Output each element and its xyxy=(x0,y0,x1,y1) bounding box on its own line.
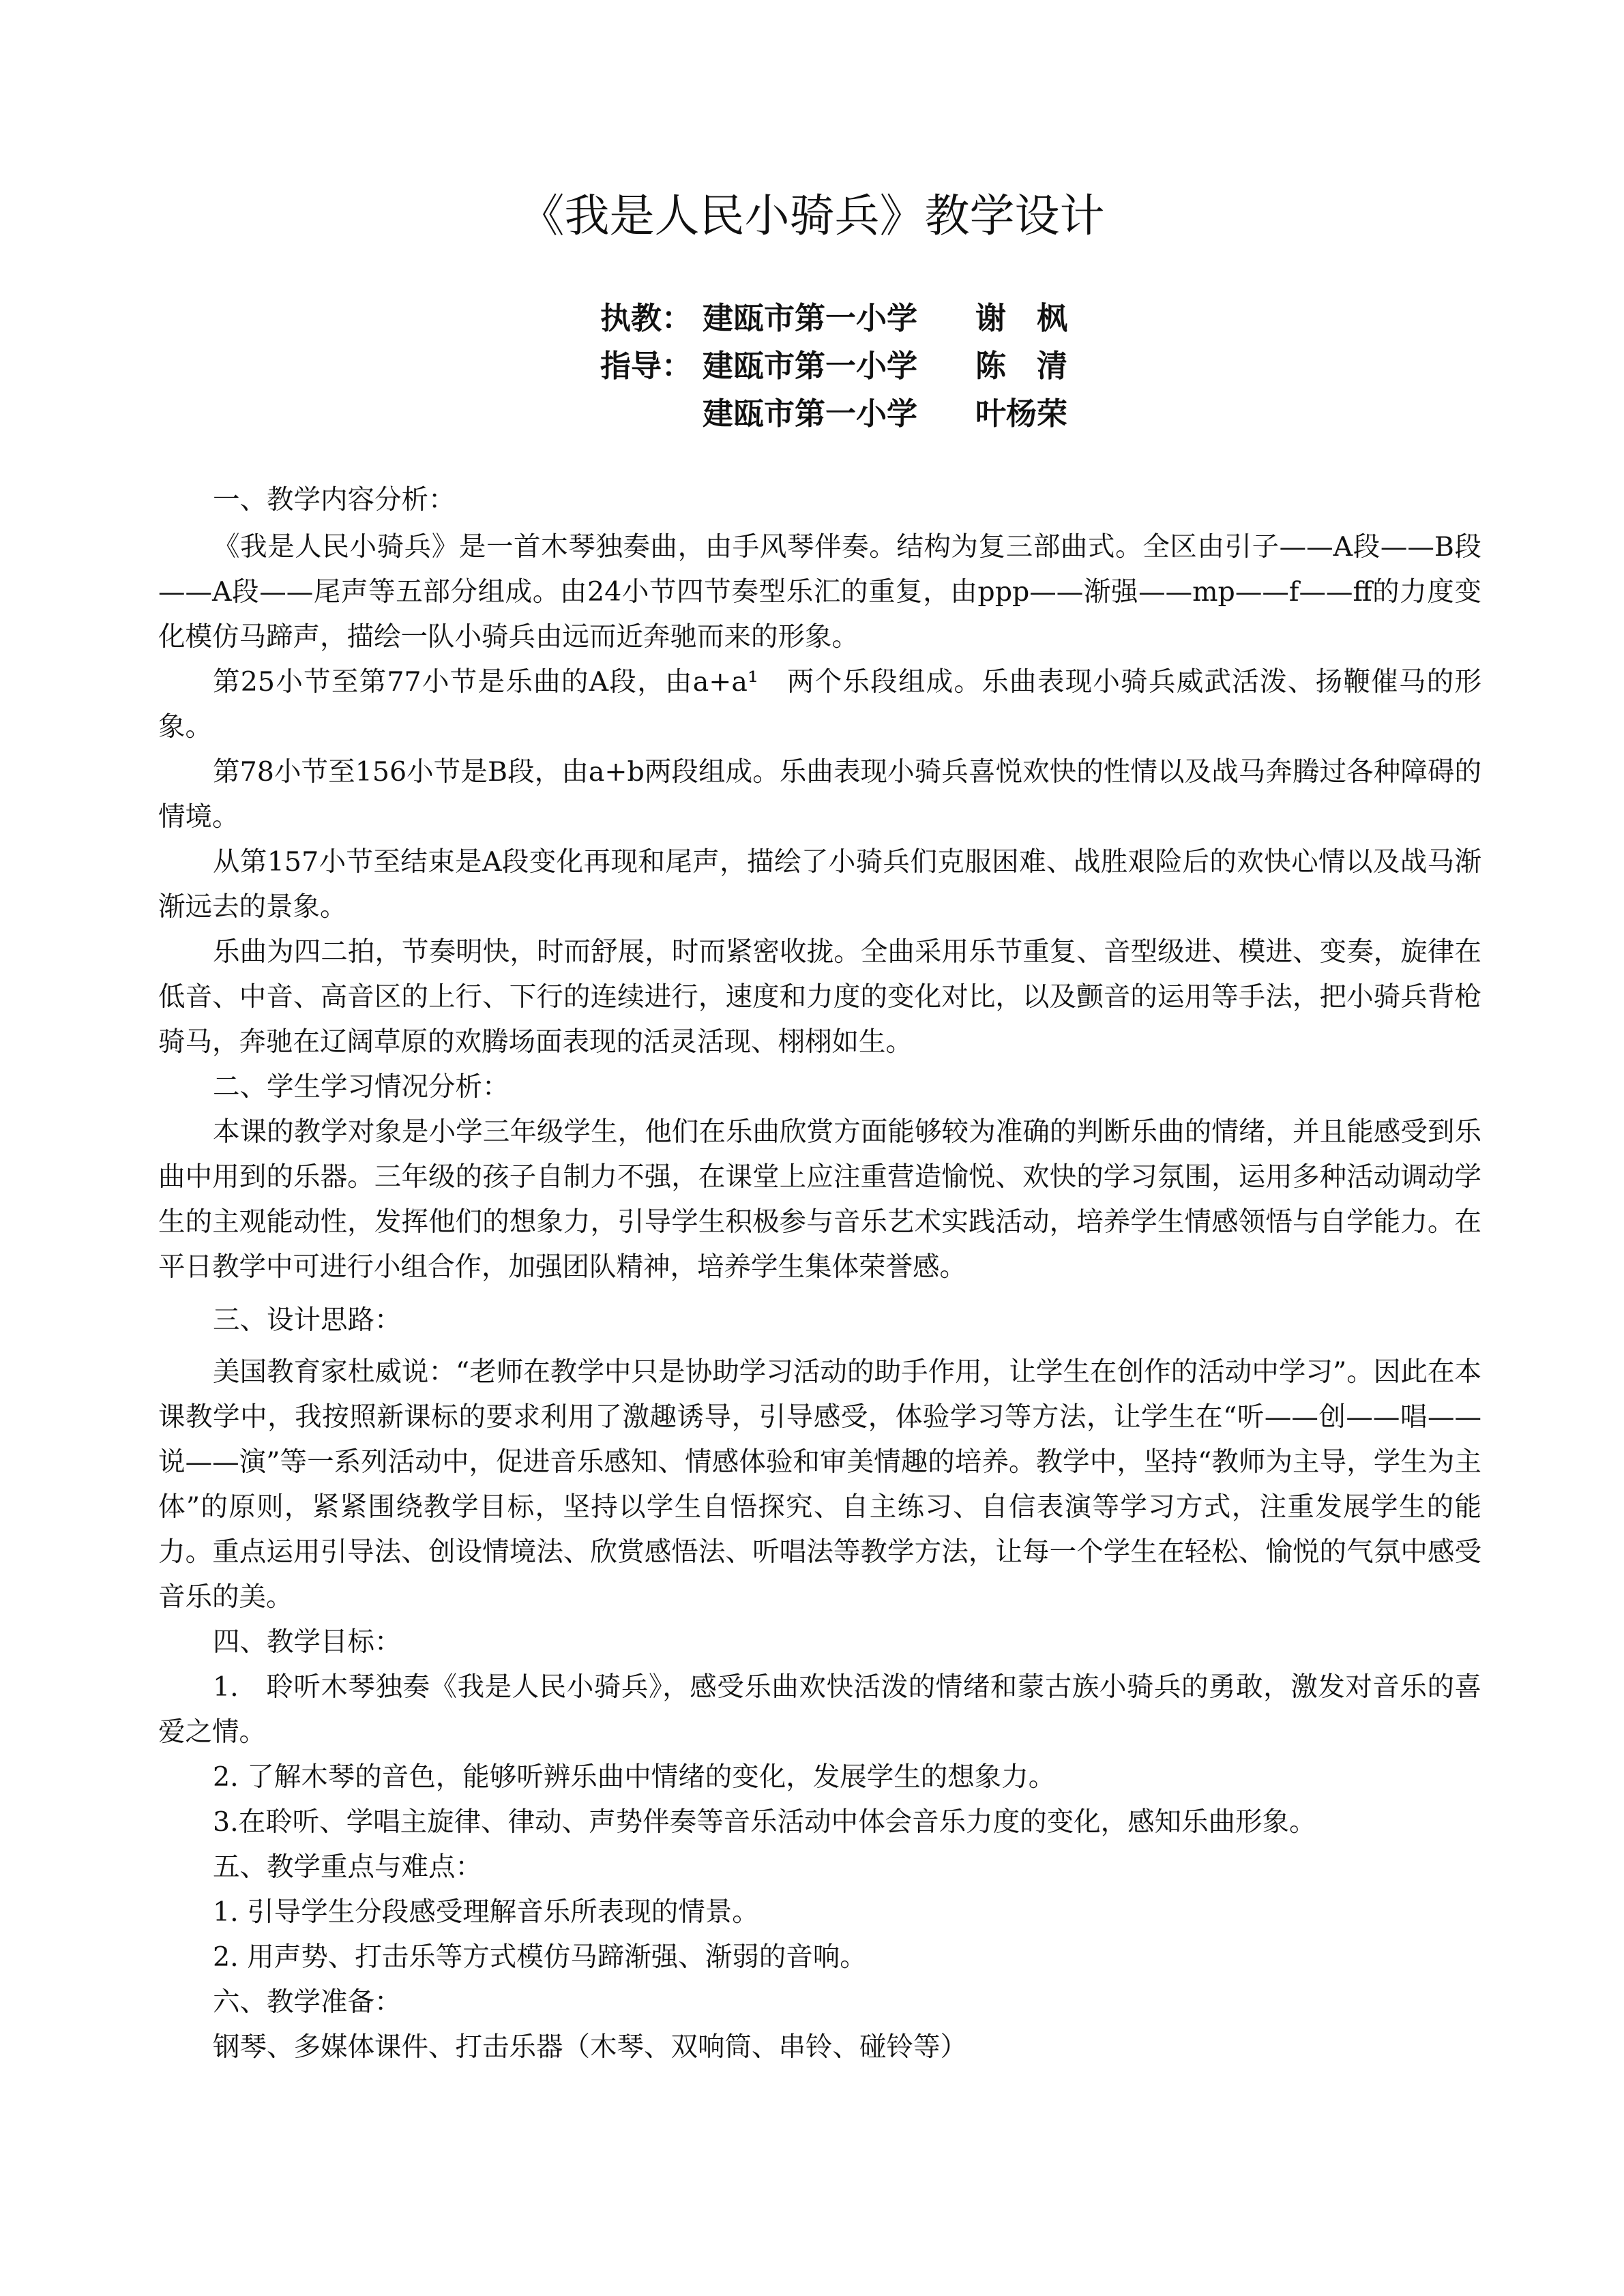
section-heading-key-points: 五、教学重点与难点： xyxy=(213,1851,482,1883)
paragraph: 第78小节至156小节是B段，由a+b两段组成。乐曲表现小骑兵喜悦欢快的性情以及战马奔腾过各种障碍的情境。 xyxy=(158,756,1481,833)
credit-school: 建瓯市第一小学 xyxy=(703,348,918,384)
document-body xyxy=(158,477,1481,2070)
list-item: 3.在聆听、学唱主旋律、律动、声势伴奏等音乐活动中体会音乐力度的变化，感知乐曲形象。 xyxy=(213,1806,1316,1838)
paragraph: 第25小节至第77小节是乐曲的A段，由a+a¹ 两个乐段组成。乐曲表现小骑兵威武活泼、扬鞭催马的形象。 xyxy=(158,666,1481,743)
credit-name: 谢 枫 xyxy=(975,300,1068,336)
section-heading-objectives: 四、教学目标： xyxy=(213,1626,402,1658)
paragraph: 美国教育家杜威说：“老师在教学中只是协助学习活动的助手作用，让学生在创作的活动中学习”。因此在本课教学中，我按照新课标的要求利用了激趣诱导，引导感受，体验学习等方法，让学生在“听——创——唱——说——演”等一系列活动中，促进音乐感知、情感体验和审美情趣的培养。教学中，坚持“教师为主导，学生为主体”的原则，紧紧围绕教学目标，坚持以学生自悟探究、自主练习、自信表演等学习方式，注重发展学生的能力。重点运用引导法、创设情境法、欣赏感悟法、听唱法等教学方法，让每一个学生在轻松、愉悦的气氛中感受音乐的美。 xyxy=(158,1356,1481,1613)
section-heading-student-analysis: 二、学生学习情况分析： xyxy=(213,1071,510,1103)
paragraph: 《我是人民小骑兵》是一首木琴独奏曲，由手风琴伴奏。结构为复三部曲式。全区由引子——A段——B段——A段——尾声等五部分组成。由24小节四节奏型乐汇的重复，由ppp——渐强——mp——f——ff的力度变化模仿马蹄声，描绘一队小骑兵由远而近奔驰而来的形象。 xyxy=(158,531,1481,653)
paragraph: 本课的教学对象是小学三年级学生，他们在乐曲欣赏方面能够较为准确的判断乐曲的情绪，并且能感受到乐曲中用到的乐器。三年级的孩子自制力不强，在课堂上应注重营造愉悦、欢快的学习氛围，运用多种活动调动学生的主观能动性，发挥他们的想象力，引导学生积极参与音乐艺术实践活动，培养学生情感领悟与自学能力。在平日教学中可进行小组合作，加强团队精神，培养学生集体荣誉感。 xyxy=(158,1116,1481,1283)
list-item: 1. 引导学生分段感受理解音乐所表现的情景。 xyxy=(213,1896,759,1928)
credit-name: 叶杨荣 xyxy=(975,396,1068,432)
credit-school: 建瓯市第一小学 xyxy=(703,396,918,432)
list-item: 2. 用声势、打击乐等方式模仿马蹄渐强、渐弱的音响。 xyxy=(213,1941,867,1973)
section-heading-design-ideas: 三、设计思路： xyxy=(213,1304,402,1336)
section-heading-preparation: 六、教学准备： xyxy=(213,1986,402,2018)
paragraph: 从第157小节至结束是A段变化再现和尾声，描绘了小骑兵们克服困难、战胜艰险后的欢快心情以及战马渐渐远去的景象。 xyxy=(158,846,1481,923)
paragraph: 乐曲为四二拍，节奏明快，时而舒展，时而紧密收拢。全曲采用乐节重复、音型级进、模进、变奏，旋律在低音、中音、高音区的上行、下行的连续进行，速度和力度的变化对比，以及颤音的运用等手法，把小骑兵背枪骑马，奔驰在辽阔草原的欢腾场面表现的活灵活现、栩栩如生。 xyxy=(158,936,1481,1058)
list-item: 1. 聆听木琴独奏《我是人民小骑兵》，感受乐曲欢快活泼的情绪和蒙古族小骑兵的勇敢，激发对音乐的喜爱之情。 xyxy=(158,1671,1481,1748)
credit-school: 建瓯市第一小学 xyxy=(703,300,918,336)
document-title: 《我是人民小骑兵》教学设计 xyxy=(519,190,1105,242)
list-item: 2. 了解木琴的音色，能够听辨乐曲中情绪的变化，发展学生的想象力。 xyxy=(213,1761,1056,1793)
credit-role: 执教： xyxy=(600,300,693,336)
paragraph: 钢琴、多媒体课件、打击乐器（木琴、双响筒、串铃、碰铃等） xyxy=(213,2031,967,2063)
credit-name: 陈 清 xyxy=(975,348,1068,384)
credit-role: 指导： xyxy=(600,348,693,384)
section-heading-content-analysis: 一、教学内容分析： xyxy=(213,484,456,516)
